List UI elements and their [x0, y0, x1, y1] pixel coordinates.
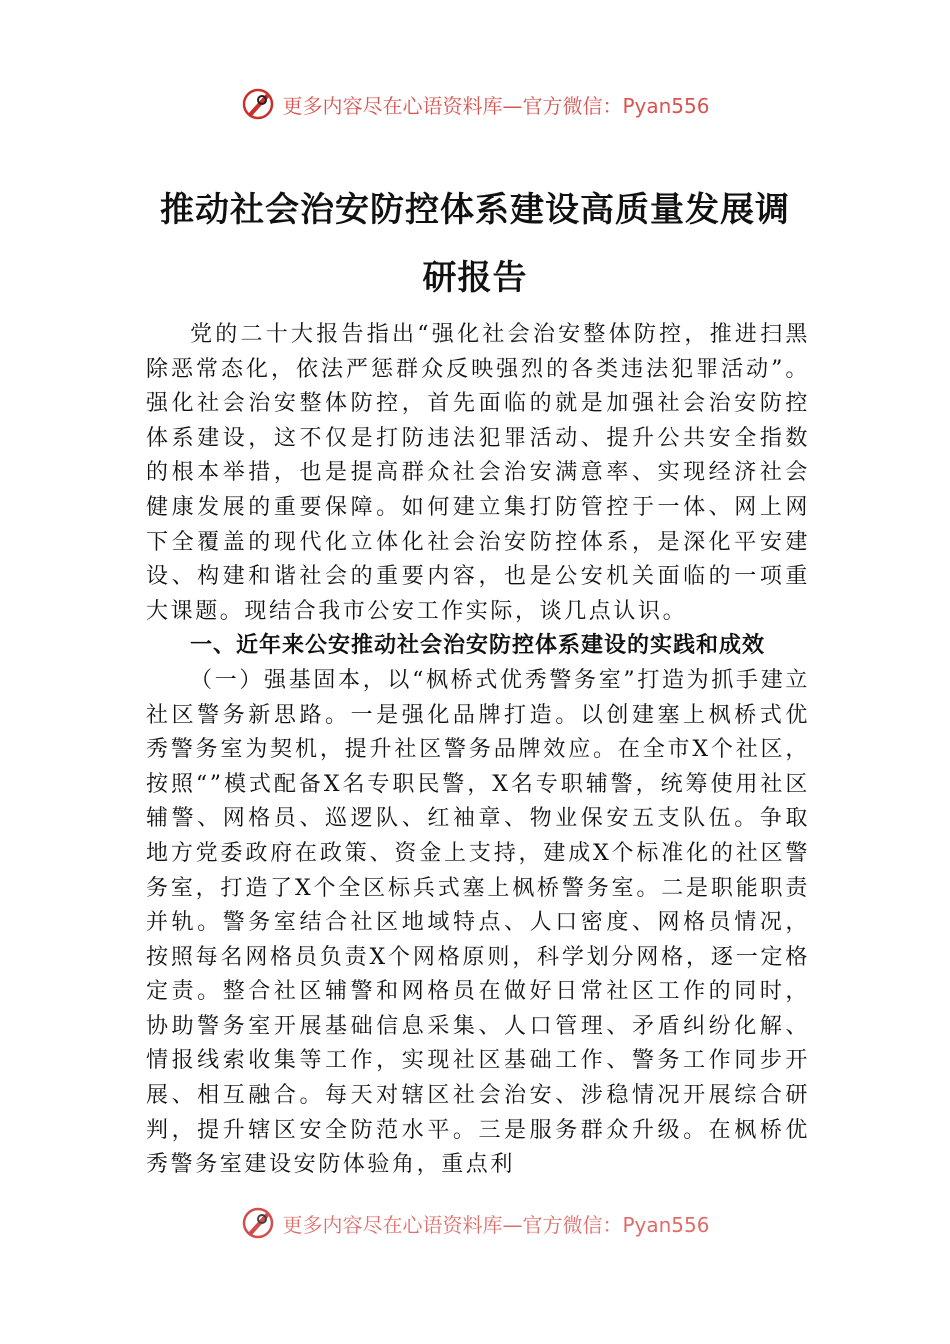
pen-logo-icon [240, 86, 276, 122]
pen-logo-icon [240, 1205, 276, 1241]
intro-paragraph: 党的二十大报告指出“强化社会治安整体防控，推进扫黑除恶常态化，依法严惩群众反映强烈的各类违法犯罪活动”。强化社会治安整体防控，首先面临的就是加强社会治安防控体系建设，这不仅是打防违法犯罪活动、提升公共安全指数的根本举措，也是提高群众社会治安满意率、实现经济社会健康发展的重要保障。如何建立集打防管控于一体、网上网下全覆盖的现代化立体化社会治安防控体系，是深化平安建设、构建和谐社会的重要内容，也是公安机关面临的一项重大课题。现结合我市公安工作实际，谈几点认识。 [146, 322, 810, 624]
watermark-banner-bottom [0, 1201, 950, 1245]
watermark-banner-top [0, 82, 950, 126]
document-body [146, 318, 810, 1183]
watermark-text: 更多内容尽在心语资料库—官方微信：Pyan556 [282, 1212, 710, 1237]
watermark-text: 更多内容尽在心语资料库—官方微信：Pyan556 [282, 93, 710, 118]
document-title-line1: 推动社会治安防控体系建设高质量发展调 [160, 190, 790, 230]
subsection-paragraph-1: （一）强基固本，以“枫桥式优秀警务室”打造为抓手建立社区警务新思路。一是强化品牌打造。以创建塞上枫桥式优秀警务室为契机，提升社区警务品牌效应。在全市X个社区，按照“”模式配备X名专职民警，X名专职辅警，统筹使用社区辅警、网格员、巡逻队、红袖章、物业保安五支队伍。争取地方党委政府在政策、资金上支持，建成X个标准化的社区警务室，打造了X个全区标兵式塞上枫桥警务室。二是职能职责并轨。警务室结合社区地域特点、人口密度、网格员情况，按照每名网格员负责X个网格原则，科学划分网格，逐一定格定责。整合社区辅警和网格员在做好日常社区工作的同时，协助警务室开展基础信息采集、人口管理、矛盾纠纷化解、情报线索收集等工作，实现社区基础工作、警务工作同步开展、相互融合。每天对辖区社会治安、涉稳情况开展综合研判，提升辖区安全防范水平。三是服务群众升级。在枫桥优秀警务室建设安防体验角，重点利 [146, 667, 810, 1178]
document-title-line2: 研报告 [422, 258, 528, 298]
section-heading-1: 一、近年来公安推动社会治安防控体系建设的实践和成效 [190, 633, 766, 659]
